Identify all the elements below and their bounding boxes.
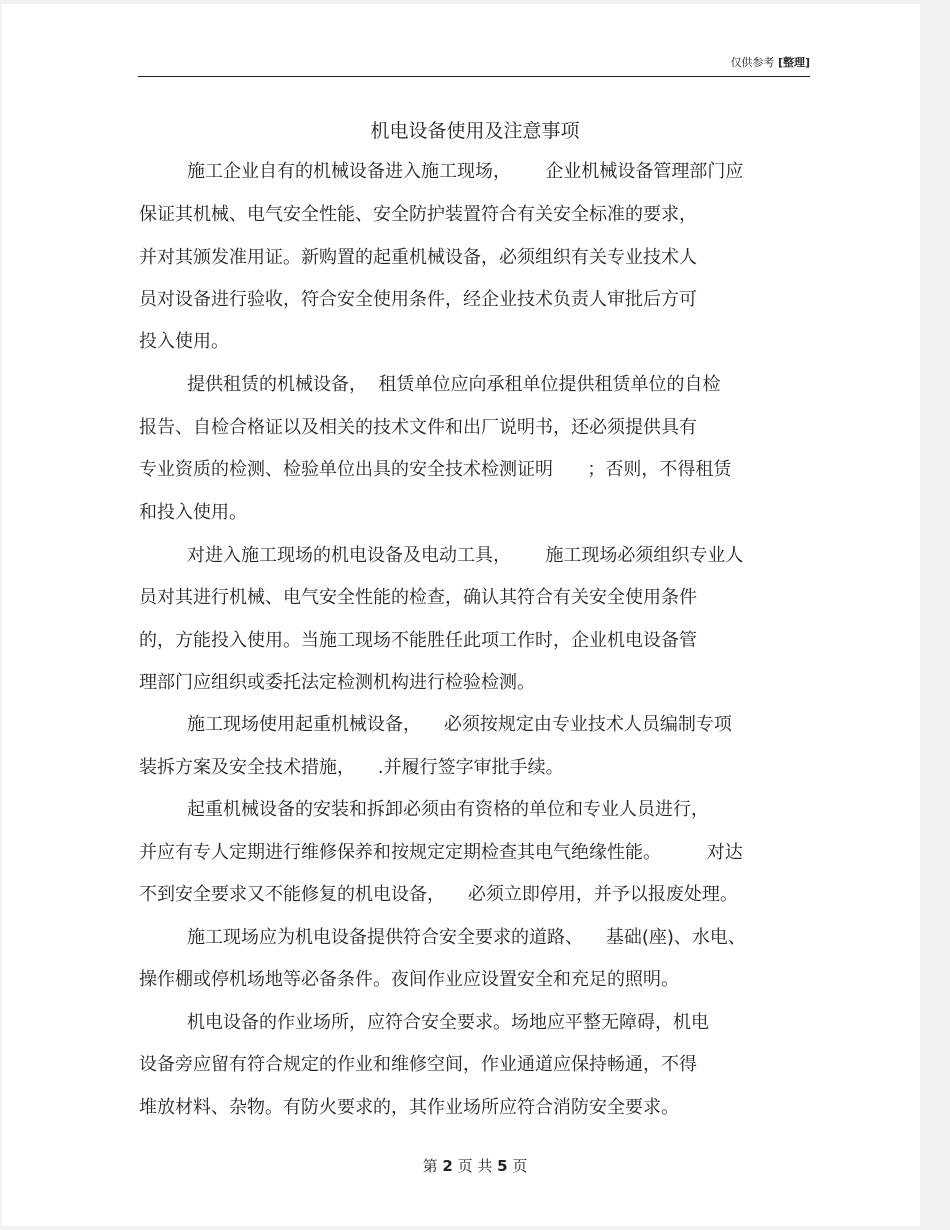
- text-line: 机电设备的作业场所，应符合安全要求。场地应平整无障碍，机电: [187, 1012, 709, 1033]
- text-line: 施工企业自有的机械设备进入施工现场， 企业机械设备管理部门应: [187, 161, 744, 182]
- header-tag: [整理]: [777, 56, 810, 69]
- text-line: 施工现场使用起重机械设备， 必须按规定由专业技术人员编制专项: [187, 714, 732, 735]
- footer-suffix: 页: [512, 1157, 528, 1175]
- text-line: 设备旁应留有符合规定的作业和维修空间，作业通道应保持畅通，不得: [139, 1054, 697, 1075]
- text-line: 理部门应组织或委托法定检测机构进行检验检测。: [139, 672, 535, 693]
- footer-prefix: 第: [422, 1157, 438, 1175]
- text-line: 提供租赁的机械设备， 租赁单位应向承租单位提供租赁单位的自检: [187, 374, 721, 395]
- text-line: 保证其机械、电气安全性能、安全防护装置符合有关安全标准的要求，: [139, 204, 697, 225]
- document-title: 机电设备使用及注意事项: [370, 120, 580, 142]
- text-line: 并应有专人定期进行维修保养和按规定定期检查其电气绝缘性能。 对达: [139, 842, 743, 863]
- text-line: 投入使用。: [139, 331, 229, 352]
- text-line: 并对其颁发准用证。新购置的起重机械设备，必须组织有关专业技术人: [139, 247, 697, 268]
- text-line: 装拆方案及安全技术措施， .并履行签字审批手续。: [139, 757, 564, 778]
- page-header: [138, 54, 810, 77]
- text-line: 员对其进行机械、电气安全性能的检查，确认其符合有关安全使用条件: [139, 587, 697, 608]
- text-line: 堆放材料、杂物。有防火要求的，其作业场所应符合消防安全要求。: [139, 1097, 679, 1118]
- footer-mid: 页 共: [457, 1157, 493, 1175]
- text-line: 不到安全要求又不能修复的机电设备， 必须立即停用，并予以报废处理。: [139, 884, 738, 905]
- header-note: 仅供参考: [730, 56, 775, 69]
- footer-total-pages: 5: [497, 1157, 508, 1175]
- page-footer: [0, 1155, 950, 1176]
- text-line: 施工现场应为机电设备提供符合安全要求的道路、 基础(座)、水电、: [187, 927, 746, 948]
- text-line: 报告、自检合格证以及相关的技术文件和出厂说明书，还必须提供具有: [139, 417, 697, 438]
- text-line: 的，方能投入使用。当施工现场不能胜任此项工作时，企业机电设备管: [139, 630, 697, 651]
- footer-current-page: 2: [442, 1157, 453, 1175]
- text-line: 操作棚或停机场地等必备条件。夜间作业应设置安全和充足的照明。: [139, 969, 679, 990]
- text-line: 专业资质的检测、检验单位出具的安全技术检测证明 ；否则，不得租赁: [139, 459, 732, 480]
- text-line: 起重机械设备的安装和拆卸必须由有资格的单位和专业人员进行，: [187, 799, 709, 820]
- document-page: [2, 4, 920, 1226]
- text-line: 和投入使用。: [139, 502, 247, 523]
- text-line: 对进入施工现场的机电设备及电动工具， 施工现场必须组织专业人: [187, 545, 744, 566]
- text-line: 员对设备进行验收，符合安全使用条件，经企业技术负责人审批后方可: [139, 289, 697, 310]
